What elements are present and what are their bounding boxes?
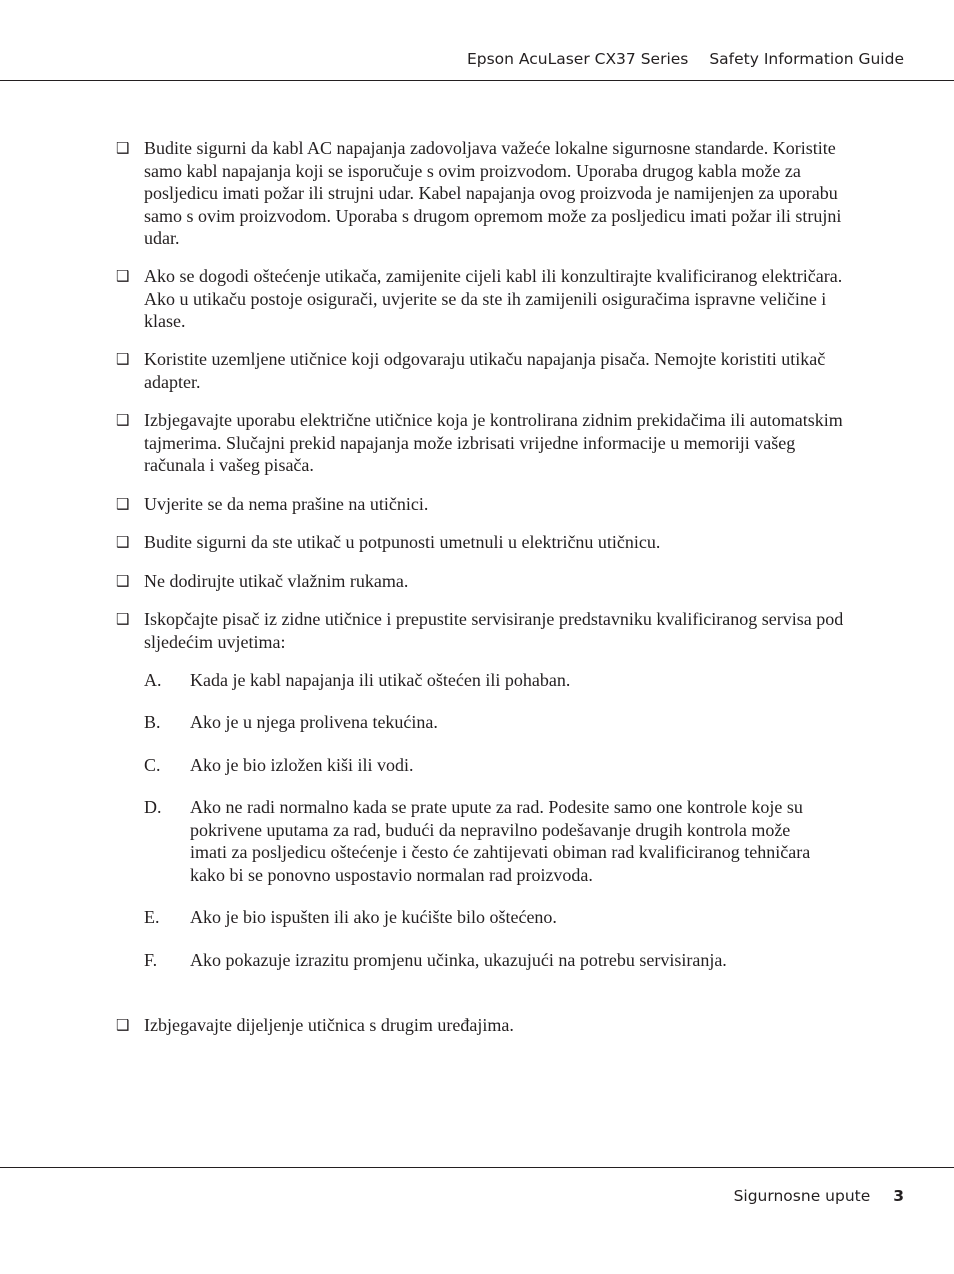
- text-line: samo kabl napajanja koji se isporučuje s ovim proizvodom. Uporaba drugog kabla može za: [144, 160, 801, 181]
- header-rule: [0, 80, 954, 81]
- sub-item: [144, 796, 884, 886]
- footer-rule: [0, 1167, 954, 1168]
- running-header: [451, 50, 904, 68]
- text-line: Kada je kabl napajanja ili utikač oštećen ili pohaban.: [190, 670, 571, 690]
- text-line: računala i vašeg pisača.: [144, 455, 314, 475]
- sub-item: [144, 711, 884, 734]
- bullet-item: [116, 608, 886, 653]
- text-line: klase.: [144, 311, 186, 331]
- text-line: posljedicu imati požar ili strujni udar. Kabel napajanja ovog proizvoda je namijenjen za uporabu: [144, 183, 838, 203]
- product-name: Epson AcuLaser CX37 Series: [466, 50, 689, 68]
- checkbox-bullet-icon: ❑: [116, 572, 130, 590]
- bullet-item: [116, 137, 886, 250]
- bullet-item: [116, 409, 886, 477]
- guide-title: Safety Information Guide: [709, 50, 904, 68]
- bullet-item: [116, 1014, 886, 1037]
- checkbox-bullet-icon: ❑: [116, 610, 130, 628]
- sub-item-letter: C.: [144, 755, 161, 775]
- text-line: imati za posljedicu oštećenje i često će zahtijevati obiman rad kvalificiranog tehničara: [190, 842, 811, 862]
- sub-item-letter: A.: [144, 670, 162, 690]
- checkbox-bullet-icon: ❑: [116, 267, 130, 285]
- text-line: kako bi se ponovno uspostavio normalan rad proizvoda.: [190, 864, 593, 885]
- section-name: Sigurnosne upute: [733, 1187, 871, 1205]
- text-line: Ako ne radi normalno kada se prate upute za rad. Podesite samo one kontrole koje su: [190, 797, 803, 817]
- sub-item-letter: F.: [144, 950, 158, 970]
- checkbox-bullet-icon: ❑: [116, 1016, 130, 1034]
- bullet-item: [116, 531, 886, 554]
- bullet-item: [116, 493, 886, 516]
- text-line: Ako je bio ispušten ili ako je kućište bilo oštećeno.: [190, 907, 557, 927]
- checkbox-bullet-icon: ❑: [116, 139, 130, 157]
- checkbox-bullet-icon: ❑: [116, 411, 130, 429]
- bullet-item: [116, 570, 886, 593]
- text-line: Ako je bio izložen kiši ili vodi.: [190, 755, 414, 775]
- checkbox-bullet-icon: ❑: [116, 350, 130, 368]
- sub-item-letter: D.: [144, 797, 162, 817]
- page-number: 3: [893, 1187, 904, 1205]
- text-line: Ako u utikaču postoje osigurači, uvjerite se da ste ih zamijenili osiguračima ispravne veličine i: [144, 288, 827, 309]
- text-line: Budite sigurni da ste utikač u potpunosti umetnuli u električnu utičnicu.: [144, 532, 661, 552]
- text-line: Koristite uzemljene utičnice koji odgovaraju utikaču napajanja pisača. Nemojte koristiti utikač: [144, 349, 826, 369]
- text-line: adapter.: [144, 371, 201, 392]
- sub-item: [144, 669, 884, 692]
- text-line: sljedećim uvjetima:: [144, 631, 286, 652]
- bullet-item: [116, 348, 886, 393]
- sub-item-letter: E.: [144, 907, 160, 927]
- text-line: Ako je u njega prolivena tekućina.: [190, 712, 438, 732]
- running-footer: [734, 1187, 904, 1205]
- sub-item: [144, 754, 884, 777]
- text-line: Ne dodirujte utikač vlažnim rukama.: [144, 571, 409, 591]
- checkbox-bullet-icon: ❑: [116, 495, 130, 513]
- text-line: samo s ovim proizvodom. Uporaba s drugom opremom može za posljedicu imati požar ili strujni: [144, 205, 842, 226]
- text-line: Ako pokazuje izrazitu promjenu učinka, ukazujući na potrebu servisiranja.: [190, 950, 727, 970]
- sub-item: [144, 949, 884, 972]
- text-line: pokrivene uputama za rad, budući da nepravilno podešavanje drugih kontrola može: [190, 819, 791, 840]
- text-line: Izbjegavajte dijeljenje utičnica s drugim uređajima.: [144, 1015, 514, 1035]
- text-line: udar.: [144, 228, 180, 248]
- sub-item-letter: B.: [144, 712, 161, 732]
- text-line: Izbjegavajte uporabu električne utičnice koja je kontrolirana zidnim prekidačima ili automatskim: [144, 410, 843, 430]
- text-line: Uvjerite se da nema prašine na utičnici.: [144, 494, 429, 514]
- sub-item: [144, 906, 884, 929]
- text-line: Budite sigurni da kabl AC napajanja zadovoljava važeće lokalne sigurnosne standarde. Koristite: [144, 138, 836, 158]
- text-line: Iskopčajte pisač iz zidne utičnice i prepustite servisiranje predstavniku kvalificiranog servisa pod: [144, 609, 844, 629]
- text-line: tajmerima. Slučajni prekid napajanja može izbrisati vrijedne informacije u memoriji vašeg: [144, 432, 796, 453]
- text-line: Ako se dogodi oštećenje utikača, zamijenite cijeli kabl ili konzultirajte kvalificiranog električara.: [144, 266, 843, 286]
- bullet-item: [116, 265, 886, 333]
- checkbox-bullet-icon: ❑: [116, 533, 130, 551]
